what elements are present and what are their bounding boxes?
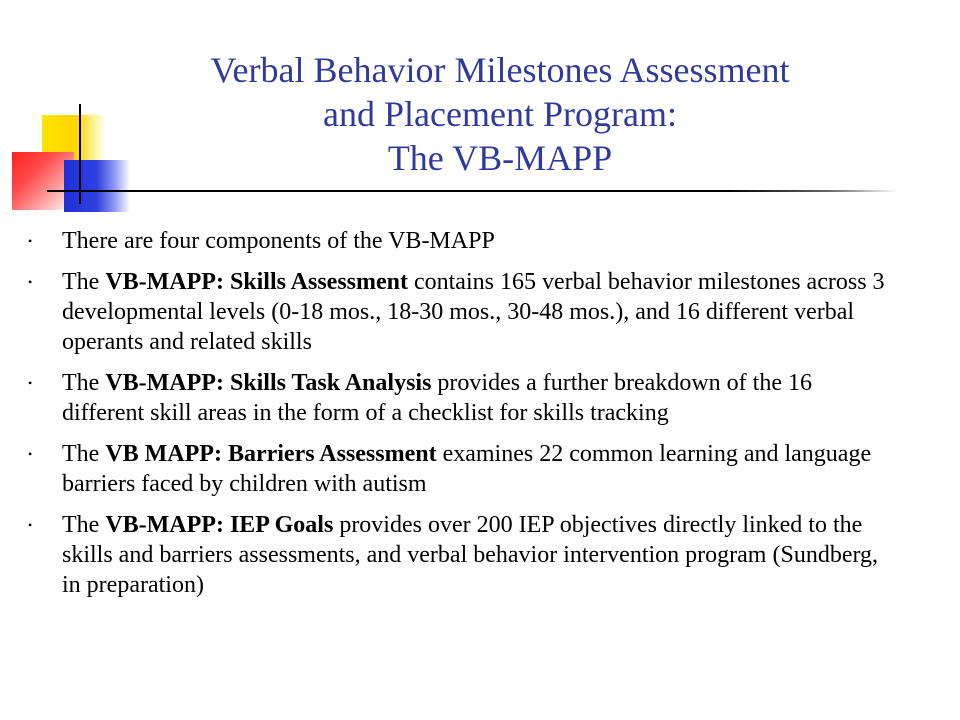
bullet-dot-icon: • xyxy=(28,518,33,532)
bullet-text: The xyxy=(62,370,106,396)
title-line-3: The VB-MAPP xyxy=(387,138,613,178)
bullet-item-components xyxy=(28,226,898,256)
bullet-text-rest: provides a further breakdown of the 16 different skill areas in the form of a checklist for skills tracking xyxy=(62,370,812,426)
bullet-bold: VB MAPP: Barriers Assessment xyxy=(105,441,437,467)
blue-square-decoration xyxy=(64,160,130,212)
title-line-2: and Placement Program: xyxy=(323,94,677,134)
bullet-text: There are four components of the VB-MAPP xyxy=(62,228,495,254)
bullet-dot-icon: • xyxy=(28,376,33,390)
bullet-list xyxy=(28,226,898,611)
bullet-text-rest: provides over 200 IEP objectives directly linked to the skills and barriers assessments, and verbal behavior intervention program (Sundberg, in preparation) xyxy=(62,512,879,598)
slide-title xyxy=(140,48,860,180)
bullet-item-iep-goals xyxy=(28,510,898,600)
bullet-dot-icon: • xyxy=(28,234,33,248)
bullet-bold: VB-MAPP: IEP Goals xyxy=(105,512,334,538)
bullet-bold: VB-MAPP: Skills Task Analysis xyxy=(105,370,432,396)
bullet-item-skills-task-analysis xyxy=(28,368,898,428)
title-underline-rule xyxy=(47,190,897,192)
bullet-text: The xyxy=(62,269,106,295)
bullet-bold: VB-MAPP: Skills Assessment xyxy=(105,269,408,295)
bullet-item-barriers-assessment xyxy=(28,439,898,499)
bullet-text: The xyxy=(62,512,106,538)
bullet-dot-icon: • xyxy=(28,447,33,461)
bullet-item-skills-assessment xyxy=(28,267,898,357)
title-line-1: Verbal Behavior Milestones Assessment xyxy=(210,50,790,90)
bullet-text: The xyxy=(62,441,106,467)
bullet-text-rest: contains 165 verbal behavior milestones across 3 developmental levels (0-18 mos., 18-30 mos., 30-48 mos.), and 16 different verbal operants and related skills xyxy=(62,269,885,355)
vertical-rule-decoration xyxy=(79,104,81,204)
bullet-dot-icon: • xyxy=(28,275,33,289)
bullet-text-rest: examines 22 common learning and language barriers faced by children with autism xyxy=(62,441,872,497)
